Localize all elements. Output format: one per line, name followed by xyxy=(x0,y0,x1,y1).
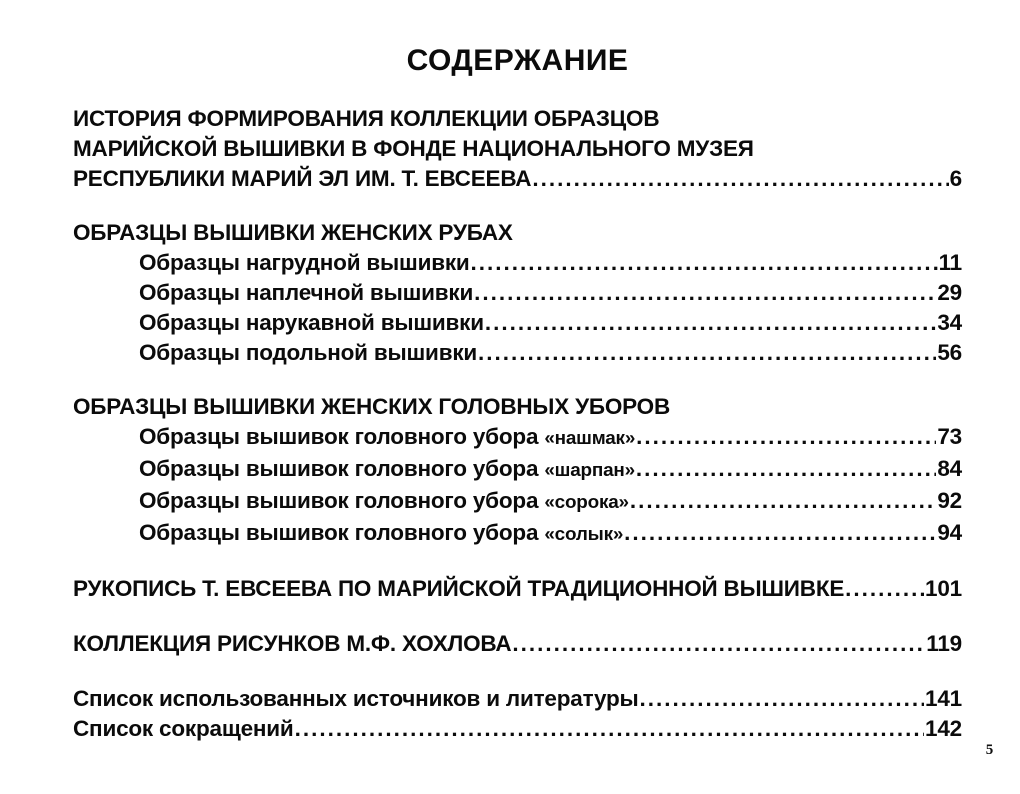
toc-entry-text: ИСТОРИЯ ФОРМИРОВАНИЯ КОЛЛЕКЦИИ ОБРАЗЦОВ xyxy=(73,106,660,131)
dot-leader xyxy=(295,714,924,744)
toc-item xyxy=(73,714,962,744)
dot-leader xyxy=(512,629,925,659)
toc-item-label: Список использованных источников и литературы xyxy=(73,686,639,711)
toc-item-term: «сорока» xyxy=(544,492,629,513)
toc-item-term: «шарпан» xyxy=(544,460,635,481)
dot-leader xyxy=(636,454,936,484)
toc-section-headwear xyxy=(73,392,962,550)
toc-page-number: 84 xyxy=(937,456,962,481)
toc-page-number: 94 xyxy=(937,520,962,545)
toc-page-number: 119 xyxy=(926,631,962,656)
toc-page-number: 34 xyxy=(937,310,962,335)
dot-leader xyxy=(636,422,936,452)
toc-item-label: Образцы наплечной вышивки xyxy=(139,280,474,305)
toc-page-number: 11 xyxy=(938,250,962,275)
dot-leader xyxy=(471,248,938,278)
toc-entry-text: КОЛЛЕКЦИЯ РИСУНКОВ М.Ф. ХОХЛОВА xyxy=(73,631,512,656)
toc-item-label: Образцы подольной вышивки xyxy=(139,340,478,365)
toc-item-label: Список сокращений xyxy=(73,716,294,741)
dot-leader xyxy=(640,684,925,714)
toc-item xyxy=(73,422,962,454)
toc-item xyxy=(73,486,962,518)
toc-item-term: «нашмак» xyxy=(544,428,636,449)
toc-entry-history xyxy=(73,104,962,194)
toc-entry-text: МАРИЙСКОЙ ВЫШИВКИ В ФОНДЕ НАЦИОНАЛЬНОГО МУЗЕЯ xyxy=(73,136,754,161)
dot-leader xyxy=(478,338,936,368)
dot-leader xyxy=(485,308,937,338)
toc-entry-text: РУКОПИСЬ Т. ЕВСЕЕВА ПО МАРИЙСКОЙ ТРАДИЦИОННОЙ ВЫШИВКЕ xyxy=(73,576,845,601)
toc-item xyxy=(73,308,962,338)
table-of-contents xyxy=(73,104,962,744)
page-title: СОДЕРЖАНИЕ xyxy=(406,44,629,77)
toc-entry-collection xyxy=(73,629,962,659)
dot-leader xyxy=(474,278,936,308)
toc-page-number: 101 xyxy=(925,576,962,601)
toc-entry-manuscript xyxy=(73,574,962,604)
toc-back-matter xyxy=(73,684,962,744)
toc-page-number: 6 xyxy=(949,166,962,191)
toc-item xyxy=(73,518,962,550)
toc-item-label: Образцы вышивок головного убора «нашмак» xyxy=(139,424,636,449)
dot-leader xyxy=(630,486,937,516)
toc-item xyxy=(73,454,962,486)
toc-item xyxy=(73,278,962,308)
toc-page-number: 29 xyxy=(937,280,962,305)
toc-entry-line xyxy=(73,134,962,164)
toc-item-term: «солык» xyxy=(544,524,624,545)
toc-item-label: Образцы нарукавной вышивки xyxy=(139,310,484,335)
toc-section-heading: ОБРАЗЦЫ ВЫШИВКИ ЖЕНСКИХ ГОЛОВНЫХ УБОРОВ xyxy=(73,394,671,419)
toc-page-number: 73 xyxy=(937,424,962,449)
toc-item xyxy=(73,338,962,368)
toc-item-label: Образцы вышивок головного убора «шарпан» xyxy=(139,456,635,481)
toc-entry-text: РЕСПУБЛИКИ МАРИЙ ЭЛ ИМ. Т. ЕВСЕЕВА xyxy=(73,166,532,191)
toc-item xyxy=(73,248,962,278)
toc-entry-line xyxy=(73,164,962,194)
toc-page-number: 92 xyxy=(937,488,962,513)
toc-entry-line xyxy=(73,104,962,134)
toc-section-shirts xyxy=(73,218,962,368)
toc-item-label: Образцы вышивок головного убора «сорока» xyxy=(139,488,629,513)
toc-section-heading: ОБРАЗЦЫ ВЫШИВКИ ЖЕНСКИХ РУБАХ xyxy=(73,220,513,245)
toc-page-number: 56 xyxy=(937,340,962,365)
toc-page-number: 141 xyxy=(925,686,962,711)
dot-leader xyxy=(532,164,948,194)
folio-page-number: 5 xyxy=(985,742,993,758)
dot-leader xyxy=(624,518,936,548)
toc-page-number: 142 xyxy=(925,716,962,741)
dot-leader xyxy=(845,574,924,604)
toc-item xyxy=(73,684,962,714)
toc-item-label: Образцы нагрудной вышивки xyxy=(139,250,470,275)
toc-item-label: Образцы вышивок головного убора «солык» xyxy=(139,520,624,545)
